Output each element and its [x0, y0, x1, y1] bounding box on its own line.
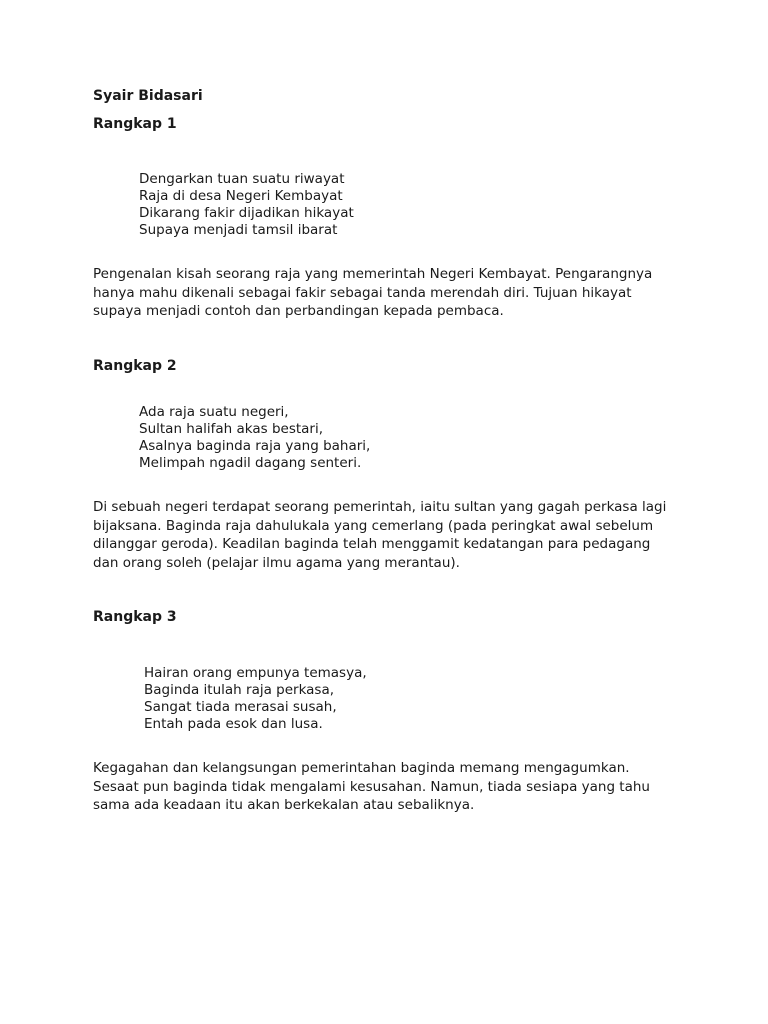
- stanza-line: Baginda itulah raja perkasa,: [144, 682, 335, 698]
- document-title: Syair Bidasari: [93, 88, 203, 104]
- stanza-line: Dengarkan tuan suatu riwayat: [139, 171, 345, 187]
- stanza-rangkap-2: [139, 404, 370, 472]
- stanza-line: Melimpah ngadil dagang senteri.: [139, 455, 362, 471]
- explanation-line: hanya mahu dikenali sebagai fakir sebagai tanda merendah diri. Tujuan hikayat: [93, 284, 632, 301]
- stanza-rangkap-3: [144, 665, 367, 733]
- explanation-rangkap-3: [93, 759, 693, 815]
- explanation-line: dan orang soleh (pelajar ilmu agama yang merantau).: [93, 554, 460, 571]
- explanation-rangkap-2: [93, 498, 693, 572]
- explanation-rangkap-1: [93, 265, 693, 321]
- stanza-line: Asalnya baginda raja yang bahari,: [139, 438, 371, 454]
- explanation-line: sama ada keadaan itu akan berkekalan atau sebaliknya.: [93, 797, 475, 813]
- stanza-line: Sangat tiada merasai susah,: [144, 699, 337, 715]
- stanza-line: Raja di desa Negeri Kembayat: [139, 188, 343, 204]
- explanation-line: Pengenalan kisah seorang raja yang memerintah Negeri Kembayat. Pengarangnya: [93, 266, 653, 282]
- stanza-line: Dikarang fakir dijadikan hikayat: [139, 205, 354, 221]
- explanation-line: Kegagahan dan kelangsungan pemerintahan baginda memang mengagumkan.: [93, 760, 630, 776]
- section-heading-rangkap-1: Rangkap 1: [93, 116, 177, 132]
- section-heading-rangkap-3: Rangkap 3: [93, 609, 177, 625]
- stanza-line: Sultan halifah akas bestari,: [139, 421, 324, 437]
- explanation-line: supaya menjadi contoh dan perbandingan kepada pembaca.: [93, 303, 504, 319]
- explanation-line: Sesaat pun baginda tidak mengalami kesusahan. Namun, tiada sesiapa yang tahu: [93, 778, 650, 795]
- stanza-line: Supaya menjadi tamsil ibarat: [139, 222, 338, 238]
- stanza-line: Hairan orang empunya temasya,: [144, 665, 367, 681]
- section-heading-rangkap-2: Rangkap 2: [93, 358, 177, 374]
- stanza-line: Ada raja suatu negeri,: [139, 404, 289, 420]
- explanation-line: bijaksana. Baginda raja dahulukala yang cemerlang (pada peringkat awal sebelum: [93, 517, 654, 534]
- explanation-line: dilanggar geroda). Keadilan baginda telah menggamit kedatangan para pedagang: [93, 536, 651, 552]
- stanza-rangkap-1: [139, 171, 354, 239]
- explanation-line: Di sebuah negeri terdapat seorang pemerintah, iaitu sultan yang gagah perkasa lagi: [93, 499, 667, 515]
- stanza-line: Entah pada esok dan lusa.: [144, 716, 323, 732]
